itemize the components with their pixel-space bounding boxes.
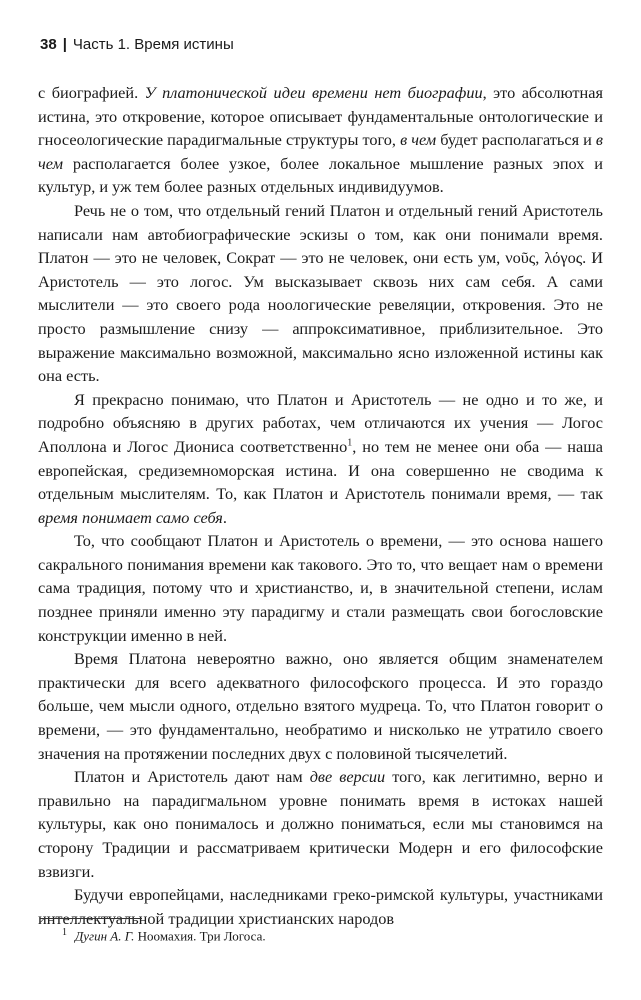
footnote-author: Дугин А. Г. — [75, 928, 135, 944]
text-run: Платон и Аристотель дают нам — [74, 767, 310, 787]
text-run: . — [222, 507, 227, 527]
running-header — [40, 36, 601, 54]
text-run: с биографией. — [38, 83, 145, 102]
italic-run: У платонической идеи времени нет биографии — [144, 83, 483, 102]
text-run: располагается более узкое, более локальное мышление разных эпох и культур, и уж тем более разных отдельных индивидуумов. — [38, 153, 603, 197]
paragraph-7: Будучи европейцами, наследниками греко-римской культуры, участниками интеллектуальной традиции христианских народов — [38, 885, 603, 928]
paragraph-3 — [38, 388, 603, 530]
paragraph-2: Речь не о том, что отдельный гений Платон и отдельный гений Аристотель написали нам автобиографические эскизы о том, как они понимали время. Платон — это не человек, Сократ — это не человек, они есть ум, νοῦς, λόγος. И Аристотель — это логос. Ум высказывает сквозь них сам себя. А сами мыслители — это своего рода ноологические ревеляции, откровения. Это не просто размышление снизу — аппроксимативное, приблизительное. Это выражение максимально возможной, максимально ясно изложенной истины как она есть. — [38, 200, 603, 386]
text-run: того, как легитимно, верно и правильно на парадигмальном уровне понимать время в истоках нашей культуры, как оно понималось и должно пониматься, если мы становимся на сторону Традиции и рассматриваем критически Модерн и его философские взвизги. — [38, 767, 604, 881]
page-number: 38 — [40, 36, 57, 53]
italic-run: в чем — [400, 130, 437, 150]
footnote-divider — [40, 918, 142, 919]
italic-run: в чем — [38, 130, 603, 173]
text-run: , но тем не менее они оба — наша европейская, средиземноморская истина. И она совершенно не сводима к отдельным мыслителям. То, как Платон и Аристотель понимали время, — так — [38, 436, 603, 504]
italic-run: время понимает само себя — [38, 507, 223, 527]
text-run: , это абсолютная истина, это откровение, которое описывает фундаментальные онтологические и гносеологические парадигмальные структуры того, — [38, 83, 603, 150]
paragraph-1 — [38, 81, 603, 199]
footnote — [62, 925, 266, 944]
italic-run: две версии — [309, 767, 386, 787]
header-separator: | — [62, 36, 67, 53]
footnote-text: Ноомахия. Три Логоса. — [134, 928, 266, 944]
paragraph-6 — [38, 765, 603, 883]
paragraph-5: Время Платона невероятно важно, оно является общим знаменателем практически для всего адекватного философского процесса. И это гораздо больше, чем мысли одного, отдельно взятого мудреца. То, что Платон говорит о времени, — это фундаментально, необратимо и нисколько не утратило своего значения на протяжении последних двух с половиной тысячелетий. — [38, 649, 603, 763]
footnote-reference[interactable]: 1 — [347, 437, 353, 449]
chapter-title: Часть 1. Время истины — [72, 36, 234, 53]
text-run: будет располагаться и — [436, 130, 596, 150]
body-text — [38, 81, 603, 930]
paragraph-4: То, что сообщают Платон и Аристотель о времени, — это основа нашего сакрального понимания времени как такового. Это то, что вещает нам о времени сама традиция, потому что и христианство, и, в значительной степени, ислам позднее приняли именно эту парадигму и стали размещать свои богословские конструкции именно в ней. — [38, 531, 603, 645]
footnote-number: 1 — [62, 927, 67, 938]
text-run: Я прекрасно понимаю, что Платон и Аристотель — не одно и то же, и подробно объясняю в других работах, чем отличаются их учения — Логос Аполлона и Логос Диониса соответственно — [38, 389, 603, 456]
